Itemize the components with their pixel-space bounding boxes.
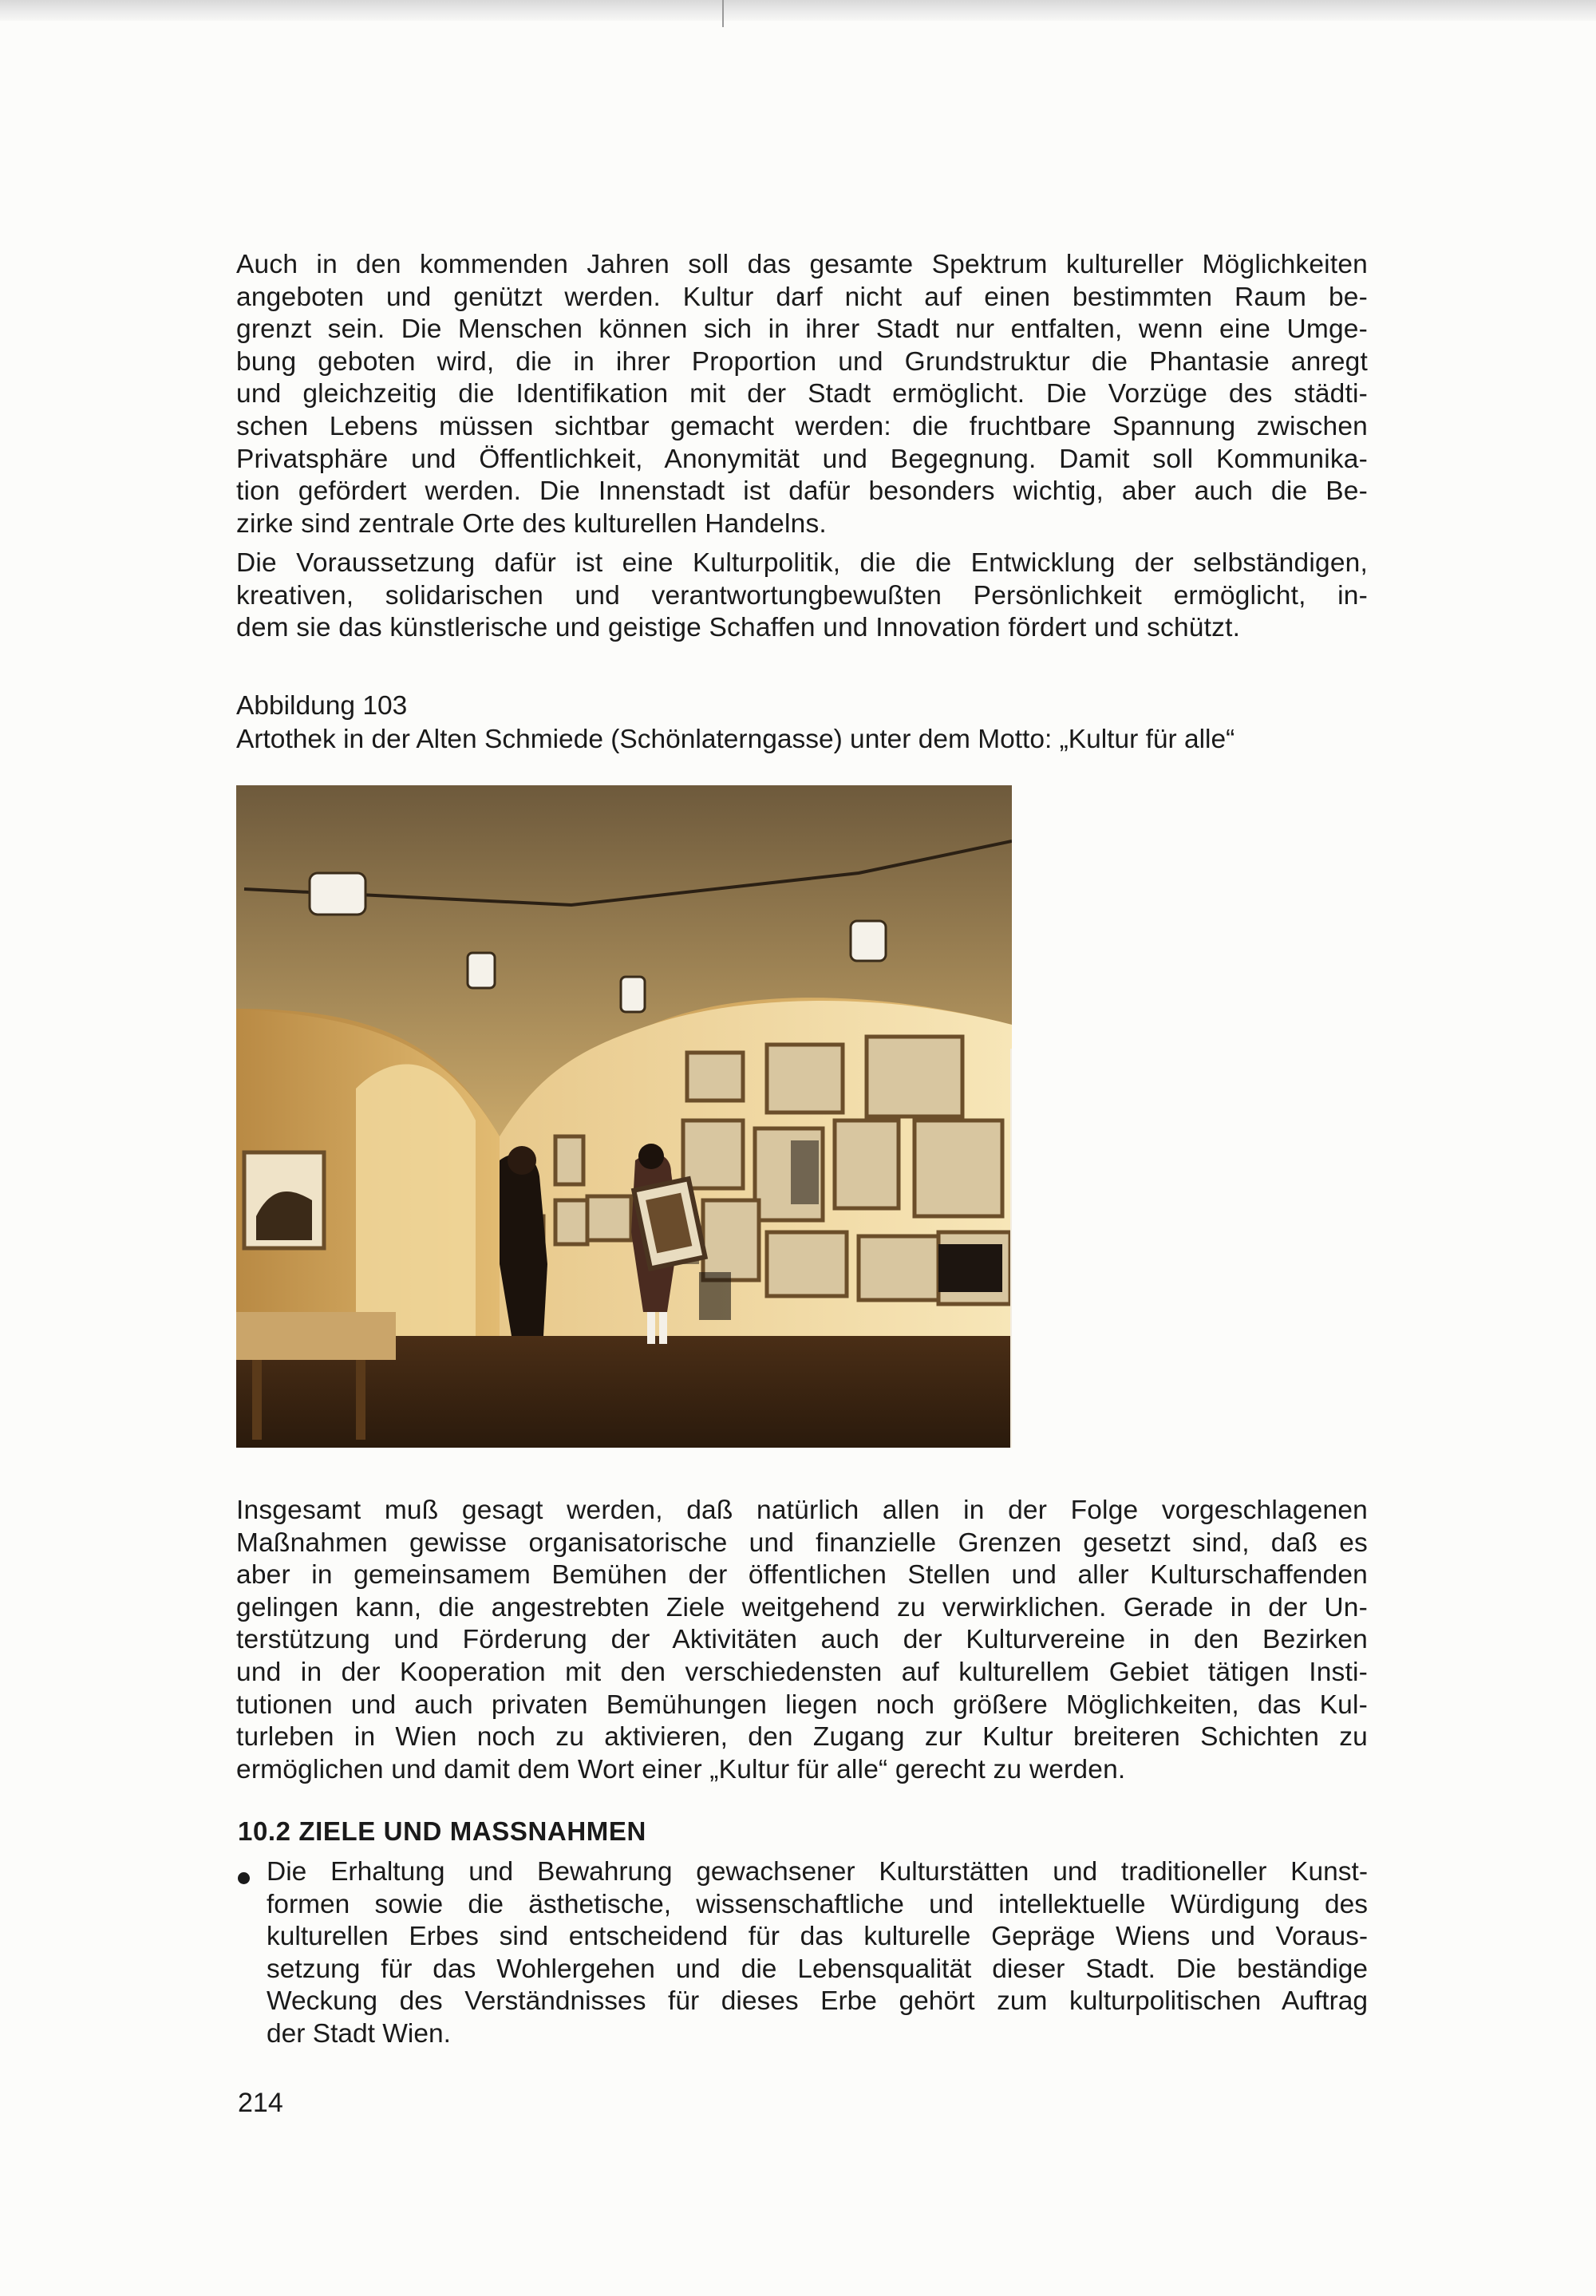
paragraph-1 [236, 249, 1368, 540]
text-line: tion gefördert werden. Die Innenstadt ist dafür besonders wichtig, aber auch die Be- [236, 476, 1368, 507]
text-line: formen sowie die ästhetische, wissenschaftliche und intellektuelle Würdigung des [267, 1889, 1368, 1919]
text-line: Auch in den kommenden Jahren soll das gesamte Spektrum kultureller Möglichkeiten [236, 250, 1368, 279]
bullet-icon [238, 1872, 250, 1884]
text-line: kreativen, solidarischen und verantwortungbewußten Persönlichkeit ermöglicht, in- [236, 580, 1368, 611]
text-line: setzung für das Wohlergehen und die Lebensqualität dieser Stadt. Die beständige [267, 1954, 1368, 1984]
text-line: Die Erhaltung und Bewahrung gewachsener Kulturstätten und traditioneller Kunst- [267, 1857, 1368, 1887]
text-line: der Stadt Wien. [267, 2018, 451, 2049]
text-line: bung geboten wird, die in ihrer Proportion und Grundstruktur die Phantasie anregt [236, 346, 1368, 377]
text-line: Insgesamt muß gesagt werden, daß natürlich allen in der Folge vorgeschlagenen [236, 1496, 1368, 1525]
text-line: dem sie das künstlerische und geistige Schaffen und Innovation fördert und schützt. [236, 613, 1241, 643]
bullet-text [267, 1856, 1368, 2051]
text-line: tutionen und auch privaten Bemühungen liegen noch größere Möglichkeiten, das Kul- [236, 1689, 1368, 1720]
text-line: ermöglichen und damit dem Wort einer „Kultur für alle“ gerecht zu werden. [236, 1754, 1126, 1784]
text-line: und gleichzeitig die Identifikation mit der Stadt ermöglicht. Die Vorzüge des städti- [236, 379, 1368, 409]
text-line: und in der Kooperation mit den verschiedensten auf kulturellem Gebiet tätigen Insti- [236, 1657, 1368, 1687]
text-line: aber in gemeinsamem Bemühen der öffentlichen Stellen und aller Kulturschaffenden [236, 1560, 1368, 1591]
text-line: Maßnahmen gewisse organisatorische und finanzielle Grenzen gesetzt sind, daß es [236, 1527, 1368, 1558]
text-line: terstützung und Förderung der Aktivitäten auch der Kulturvereine in den Bezirken [236, 1625, 1368, 1655]
text-line: Privatsphäre und Öffentlichkeit, Anonymität und Begegnung. Damit soll Kommunika- [236, 444, 1368, 474]
text-line: grenzt sein. Die Menschen können sich in ihrer Stadt nur entfalten, wenn eine Umge- [236, 314, 1368, 345]
text-line: gelingen kann, die angestrebten Ziele weitgehend zu verwirklichen. Gerade in der Un- [236, 1592, 1368, 1622]
text-line: schen Lebens müssen sichtbar gemacht werden: die fruchtbare Spannung zwischen [236, 411, 1368, 441]
gallery-photo-illustration [236, 785, 1012, 1448]
figure-caption: Artothek in der Alten Schmiede (Schönlaterngasse) unter dem Motto: „Kultur für alle“ [236, 725, 1235, 754]
text-line: angeboten und genützt werden. Kultur darf nicht auf einen bestimmten Raum be- [236, 282, 1368, 312]
figure-label: Abbildung 103 [236, 691, 408, 721]
page-number: 214 [238, 2088, 283, 2118]
text-line: zirke sind zentrale Orte des kulturellen Handelns. [236, 508, 827, 539]
paragraph-3 [236, 1495, 1368, 1786]
paragraph-2 [236, 547, 1368, 645]
text-line: Die Voraussetzung dafür ist eine Kulturpolitik, die die Entwicklung der selbständigen, [236, 548, 1368, 578]
text-line: kulturellen Erbes sind entscheidend für das kulturelle Gepräge Wiens und Voraus- [267, 1922, 1368, 1952]
text-line: turleben in Wien noch zu aktivieren, den Zugang zur Kultur breiteren Schichten zu [236, 1722, 1368, 1753]
text-line: Weckung des Verständnisses für dieses Erbe gehört zum kulturpolitischen Auftrag [267, 1986, 1368, 2017]
gallery-photo [236, 785, 1012, 1448]
section-heading: 10.2 ZIELE UND MASSNAHMEN [238, 1816, 646, 1846]
